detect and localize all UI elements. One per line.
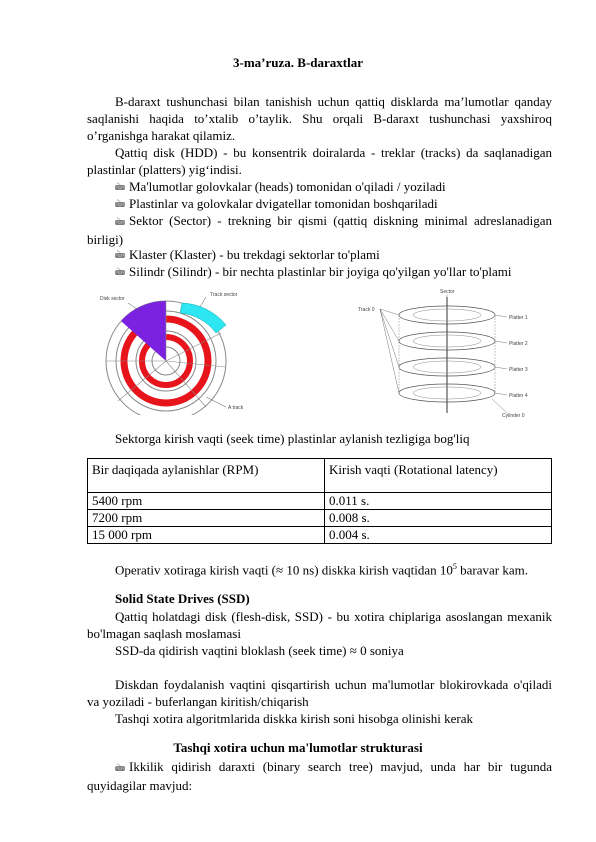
table-cell: 0.008 s. (325, 510, 552, 527)
track-sector-label: Track sector (210, 292, 238, 298)
ram-note: Operativ xotiraga kirish vaqti (≈ 10 ns) diskka kirish vaqtidan $10^5$ baravar kam. (115, 562, 528, 578)
bullet-item: 🖮 Silindr (Silindr) - bir nechta plastinlar bir joyiga qo'yilgan yo'llar to'plami (115, 264, 512, 279)
table-cell: 7200 rpm (88, 510, 325, 527)
intro-paragraph: B-daraxt tushunchasi bilan tanishish uchun qattiq disklarda ma’lumotlar qanday saqlanishi haqida to’xtalib o’taylik. Shu orqali B-daraxt tushunchasi yaxshiroq o’rganishga harakat qilamiz. (87, 94, 552, 143)
bullet-item: 🖮 Sektor (Sector) - trekning bir qismi (qattiq diskning minimal adreslanadigan birligi) (87, 213, 552, 247)
platter-label: Platter 2 (509, 341, 528, 347)
external-algo-note: Tashqi xotira algoritmlarida diskka kirish soni hisobga olinishi kerak (115, 711, 473, 726)
track-label: A track (228, 405, 244, 411)
bullet-item: 🖮 Klaster (Klaster) - bu trekdagi sektorlar to'plami (115, 247, 380, 262)
cylinder-figure (352, 285, 552, 420)
table-header-cell: Kirish vaqti (Rotational latency) (325, 459, 552, 493)
table-row (88, 493, 552, 510)
table-cell: 5400 rpm (88, 493, 325, 510)
table-cell: 0.011 s. (325, 493, 552, 510)
seek-time-intro: Sektorga kirish vaqti (seek time) plastinlar aylanish tezligiga bog'liq (115, 431, 470, 446)
table-cell: 0.004 s. (325, 527, 552, 544)
table-cell: 15 000 rpm (88, 527, 325, 544)
track-label: Track 0 (358, 307, 375, 313)
platter-label: Platter 4 (509, 393, 528, 399)
cylinder-label: Cylinder 0 (502, 413, 525, 419)
ssd-description: Qattiq holatdagi disk (flesh-disk, SSD) - bu xotira chiplariga asoslangan mexanik bo'lmagan saqlash moslamasi (87, 609, 552, 641)
ssd-seek-time: SSD-da qidirish vaqtini bloklash (seek time) ≈ 0 soniya (115, 643, 404, 658)
platter-label: Platter 1 (509, 315, 528, 321)
rpm-table (87, 458, 552, 544)
bullet-item: 🖮 Plastinlar va golovkalar dvigatellar tomonidan boshqariladi (115, 196, 438, 211)
hdd-definition: Qattiq disk (HDD) - bu konsentrik doiralarda - treklar (tracks) da saqlanadigan plastinlar (platters) yig‘indisi. (87, 145, 552, 177)
table-row (88, 510, 552, 527)
bullet-icon: 🖮 (115, 199, 125, 210)
bullet-item: 🖮 Ma'lumotlar golovkalar (heads) tomonidan o'qiladi / yoziladi (115, 179, 446, 194)
disk-platter-figure (88, 285, 288, 415)
structure-heading: Tashqi xotira uchun ma'lumotlar strukturasi (173, 740, 423, 755)
page-title: 3-ma’ruza. B-daraxtlar (233, 55, 363, 70)
buffer-note: Diskdan foydalanish vaqtini qisqartirish uchun ma'lumotlar blokirovkada o'qiladi va yoziladi - buferlangan kiritish/chiqarish (87, 677, 552, 709)
sector-label: Sector (440, 289, 455, 295)
bullet-icon: 🖮 (115, 267, 125, 278)
table-row (88, 527, 552, 544)
table-header-cell: Bir daqiqada aylanishlar (RPM) (88, 459, 325, 493)
disk-sector-label: Disk sector (100, 296, 125, 302)
bullet-icon: 🖮 (115, 763, 125, 774)
bst-paragraph: 🖮 Ikkilik qidirish daraxti (binary search tree) mavjud, unda har bir tugunda quyidagilar mavjud: (87, 759, 552, 793)
bullet-icon: 🖮 (115, 182, 125, 193)
platter-label: Platter 3 (509, 367, 528, 373)
bullet-icon: 🖮 (115, 217, 125, 228)
bullet-icon: 🖮 (115, 250, 125, 261)
table-header-row (88, 459, 552, 493)
ssd-heading: Solid State Drives (SSD) (115, 591, 250, 606)
